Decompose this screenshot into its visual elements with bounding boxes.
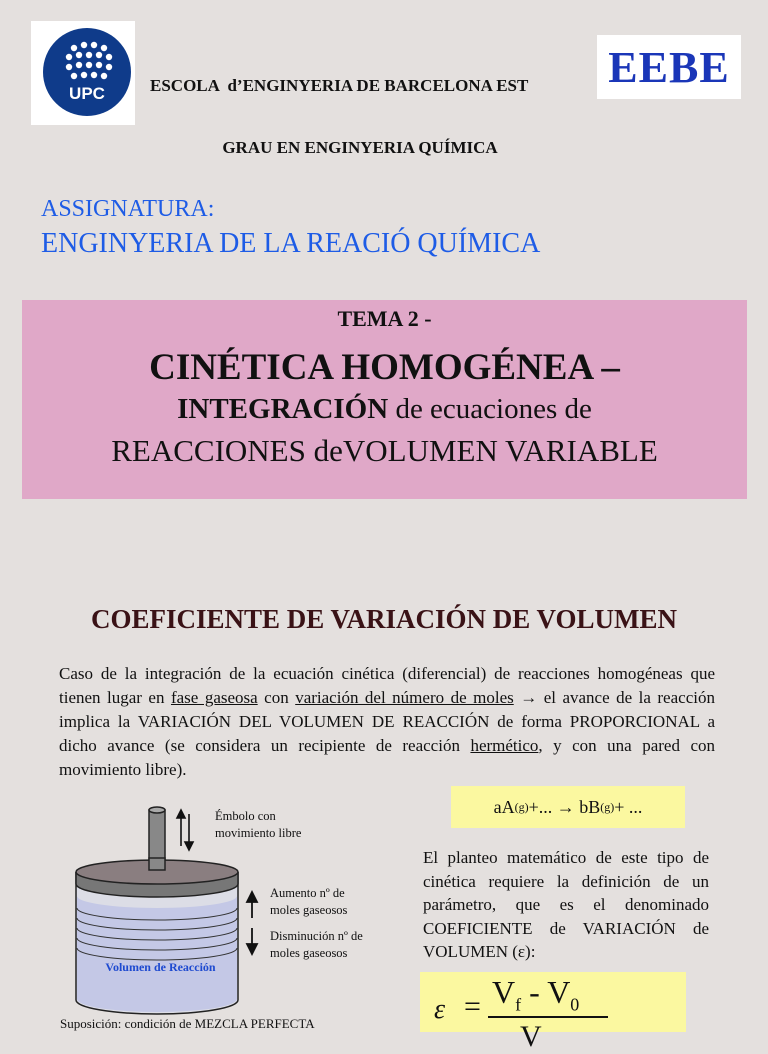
- increase-label: [270, 885, 347, 919]
- school-name: ESCOLA d’ENGINYERIA DE BARCELONA EST: [150, 76, 529, 95]
- equals-sign: =: [464, 990, 481, 1023]
- piston-motion-arrow: [177, 810, 193, 850]
- increase-arrow: [247, 892, 257, 918]
- reaction-volume: [77, 896, 237, 1012]
- title-line-1: CINÉTICA HOMOGÉNEA –: [149, 347, 620, 388]
- numerator-vf-sub: f: [515, 994, 522, 1015]
- eebe-logo: EEBE: [597, 35, 741, 99]
- piston-rod: [149, 810, 165, 864]
- intro-text-3: → el avance de la reacción implica la VARIACIÓN DEL VOLUMEN DE REACCIÓN de forma PROPORCIONAL a dicho avance (se considera un recipiente de reacción: [59, 688, 715, 755]
- increase-label-line-2: moles gaseosos: [270, 903, 348, 917]
- piston-label: [215, 808, 301, 842]
- intro-text-1: Caso de la integración de la ecuación cinética (diferencial) de reacciones homogéneas que tienen lugar en: [59, 664, 715, 707]
- planteo-paragraph: El planteo matemático de este tipo de cinética requiere la definición de un parámetro, que es el denominado COEFICIENTE de VARIACIÓN de VOLUMEN (ε):: [423, 848, 709, 961]
- reaction-arrow-part: +... → bB: [528, 796, 601, 817]
- reactant-phase: (g): [514, 799, 529, 814]
- bottom-note: Suposición: condición de MEZCLA PERFECTA: [60, 1016, 315, 1031]
- numerator-vf: V: [492, 974, 516, 1010]
- piston-label-line-1: Émbolo con: [215, 809, 276, 823]
- intro-underline-2: variación del número de moles: [295, 688, 514, 707]
- section-heading: COEFICIENTE DE VARIACIÓN DE VOLUMEN: [90, 604, 678, 634]
- decrease-label-line-2: moles gaseosos: [270, 946, 348, 960]
- reactant: aA: [493, 796, 515, 817]
- title-line-3-bold: REACCIONES: [111, 433, 306, 468]
- upc-logo-graphic: [31, 21, 135, 125]
- intro-underline-3: hermético: [470, 736, 539, 755]
- numerator-v0-sub: 0: [570, 994, 580, 1015]
- epsilon-symbol: ε: [434, 994, 446, 1025]
- intro-text-2: con: [257, 688, 296, 707]
- upc-logo-text: UPC: [69, 84, 105, 103]
- upc-logo: [31, 21, 135, 125]
- subject-label: ASSIGNATURA:: [41, 196, 215, 222]
- title-line-2-bold: INTEGRACIÓN: [177, 393, 389, 425]
- title-box: [22, 300, 747, 499]
- epsilon-formula: [420, 972, 686, 1053]
- title-line-2-rest: de ecuaciones de: [388, 393, 592, 425]
- intro-paragraph: [59, 662, 715, 782]
- title-line-3-end: VOLUMEN VARIABLE: [342, 433, 658, 468]
- decrease-label-line-1: Disminución nº de: [270, 929, 363, 943]
- reaction-equation: [451, 786, 685, 828]
- piston-label-line-2: movimiento libre: [215, 826, 302, 840]
- subject-name: ENGINYERIA DE LA REACIÓ QUÍMICA: [41, 228, 541, 259]
- formula-denominator: V: [520, 1020, 542, 1053]
- fraction-line: [488, 1016, 608, 1018]
- increase-label-line-1: Aumento nº de: [270, 886, 345, 900]
- intro-underline-1: fase gaseosa: [170, 688, 258, 707]
- title-line-3: [22, 433, 747, 469]
- decrease-label: [270, 928, 363, 962]
- product-phase: (g): [600, 799, 615, 814]
- numerator-minus-v: - V: [521, 974, 571, 1010]
- degree-name: GRAU EN ENGINYERIA QUÍMICA: [222, 138, 498, 157]
- title-line-3-mid: de: [305, 433, 343, 468]
- intro-text-4: , y con una pared con movimiento libre).: [59, 736, 715, 779]
- decrease-arrow: [247, 928, 257, 954]
- topic-number: TEMA 2 -: [337, 306, 432, 331]
- formula-numerator: [492, 974, 579, 1015]
- reaction-tail: + ...: [614, 796, 643, 817]
- title-line-2: [22, 393, 747, 426]
- reaction-volume-label: Volumen de Reacción: [105, 960, 216, 974]
